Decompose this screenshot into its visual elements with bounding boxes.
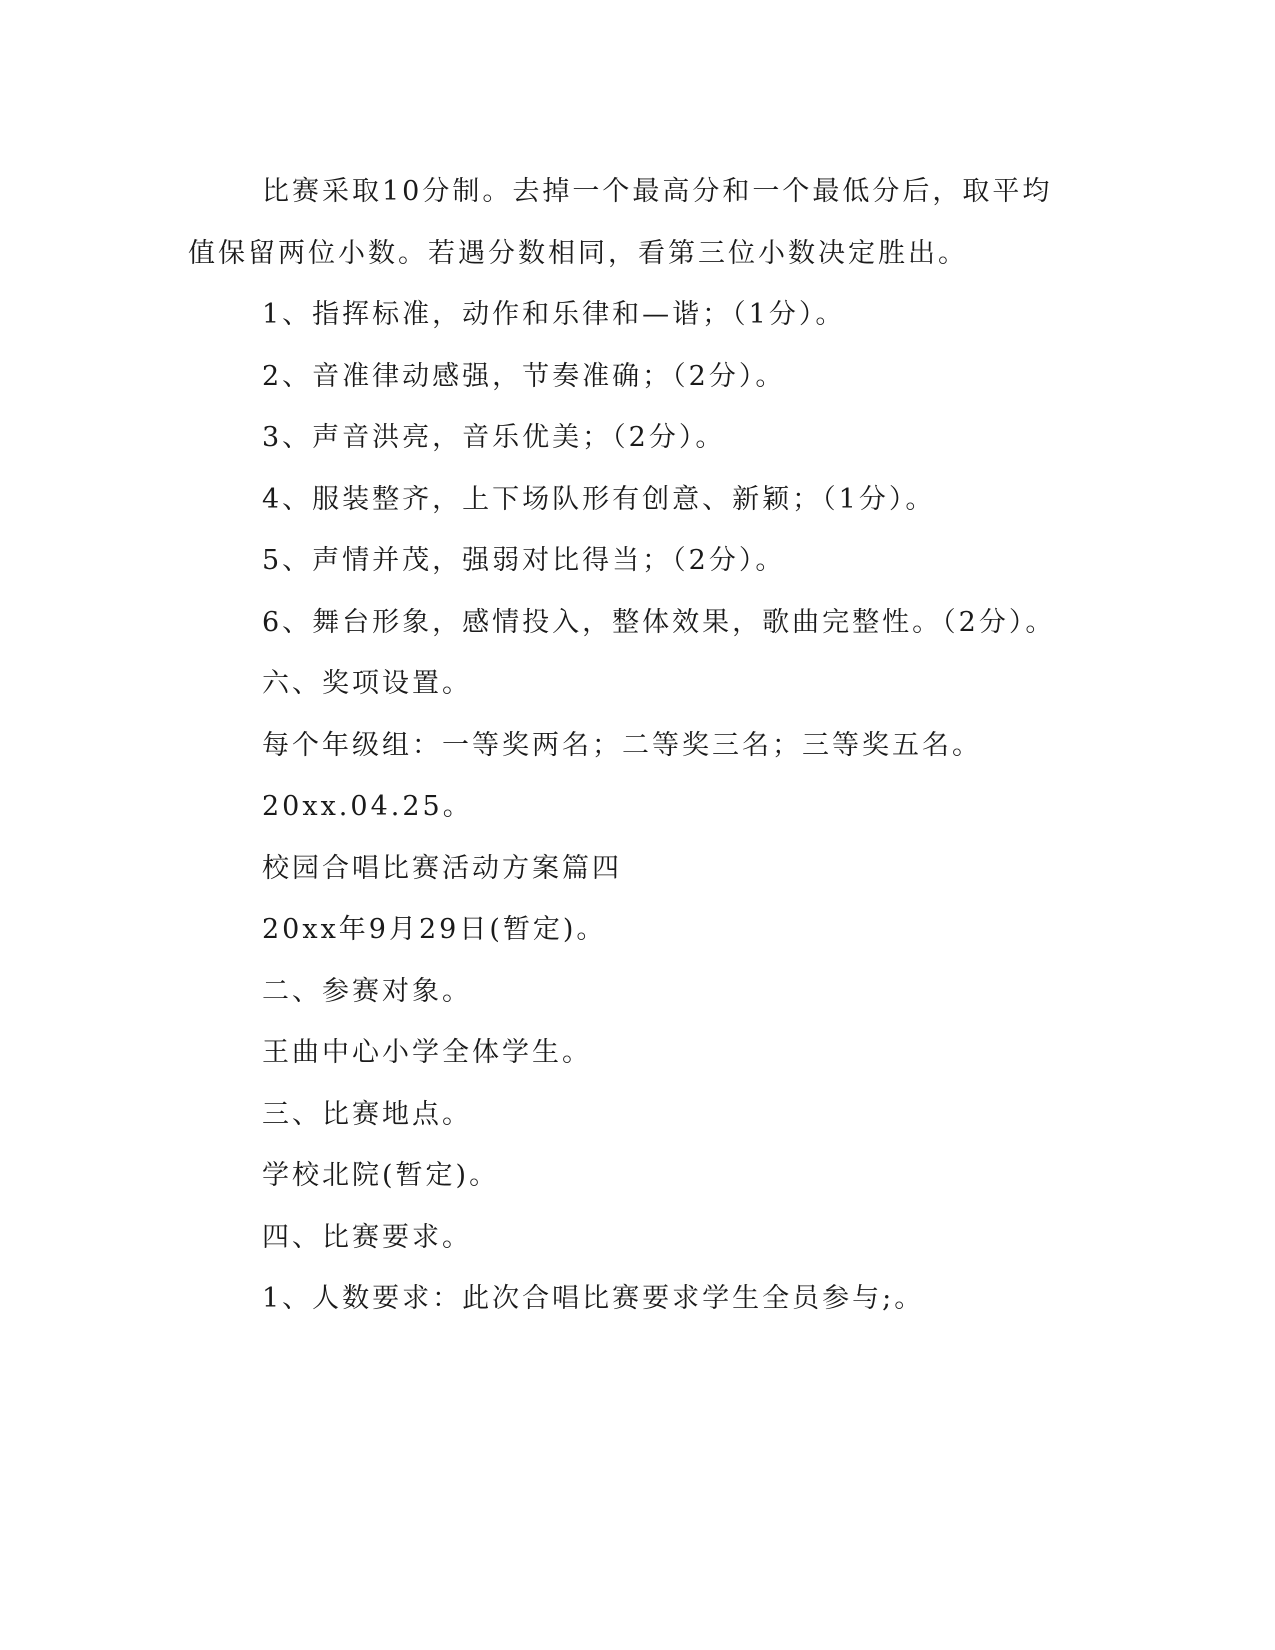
paragraph-awards: 每个年级组：一等奖两名；二等奖三名；三等奖五名。 [262, 729, 982, 761]
section-heading-awards: 六、奖项设置。 [262, 668, 472, 699]
paragraph-criterion-1: 1、指挥标准，动作和乐律和—谐；（1分）。 [262, 299, 846, 330]
paragraph-criterion-5: 5、声情并茂，强弱对比得当；（2分）。 [262, 545, 786, 576]
paragraph-requirement-1: 1、人数要求：此次合唱比赛要求学生全员参与;。 [262, 1283, 925, 1314]
paragraph-event-date: 20xx年9月29日(暂定)。 [262, 914, 607, 945]
paragraph-criterion-4: 4、服装整齐，上下场队形有创意、新颖；（1分）。 [262, 483, 936, 515]
paragraph-scoring-rule: 比赛采取10分制。去掉一个最高分和一个最低分后，取平均值保留两位小数。若遇分数相同，看第三位小数决定胜出。 [188, 176, 1053, 269]
document-body [188, 161, 1056, 1330]
paragraph-criterion-2: 2、音准律动感强，节奏准确；（2分）。 [262, 360, 786, 392]
paragraph-participants: 王曲中心小学全体学生。 [262, 1037, 592, 1068]
paragraph-criterion-3: 3、声音洪亮，音乐优美；（2分）。 [262, 422, 726, 453]
paragraph-date: 20xx.04.25。 [262, 791, 473, 822]
paragraph-criterion-6: 6、舞台形象，感情投入，整体效果，歌曲完整性。（2分）。 [262, 606, 1056, 638]
section-heading-requirements: 四、比赛要求。 [262, 1221, 472, 1253]
section-heading-venue: 三、比赛地点。 [262, 1098, 472, 1130]
section-heading-participants: 二、参赛对象。 [262, 975, 472, 1007]
document-subtitle: 校园合唱比赛活动方案篇四 [262, 852, 622, 884]
paragraph-venue: 学校北院(暂定)。 [262, 1160, 500, 1191]
